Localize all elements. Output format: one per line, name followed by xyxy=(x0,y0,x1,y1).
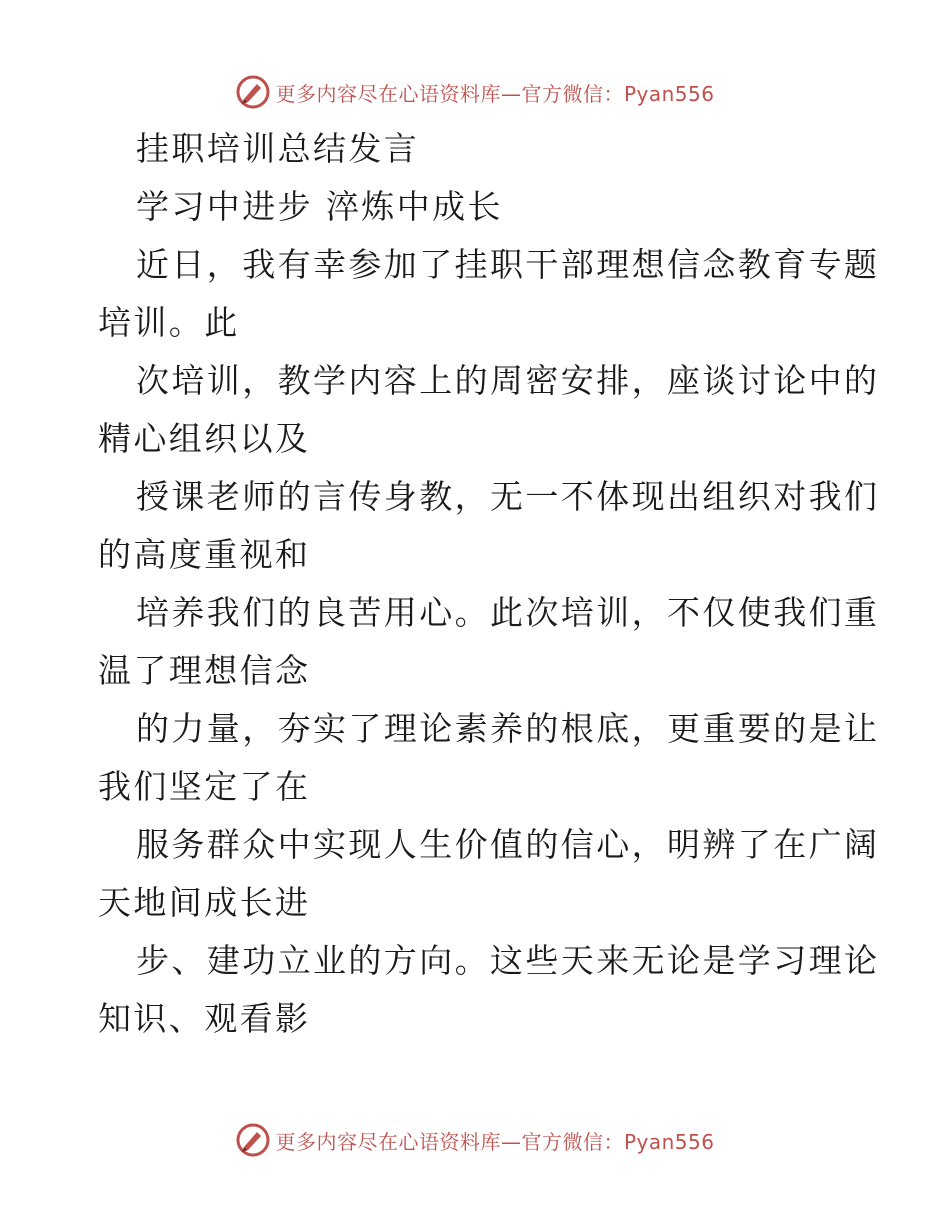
footer-banner xyxy=(0,1118,950,1162)
document-line: 培训。此 xyxy=(98,303,240,342)
document-line: 培养我们的良苦用心。此次培训，不仅使我们重 xyxy=(136,593,880,632)
document-line: 知识、观看影 xyxy=(98,999,311,1038)
document-line: 天地间成长进 xyxy=(98,883,311,922)
document-line: 挂职培训总结发言 xyxy=(136,129,420,168)
document-line: 学习中进步 淬炼中成长 xyxy=(136,187,503,226)
document-line: 服务群众中实现人生价值的信心，明辨了在广阔 xyxy=(136,825,880,864)
header-banner-text: 更多内容尽在心语资料库—官方微信：Pyan556 xyxy=(275,81,715,106)
document-line: 次培训，教学内容上的周密安排，座谈讨论中的 xyxy=(136,361,880,400)
document-line: 的高度重视和 xyxy=(98,535,311,574)
document-line: 近日，我有幸参加了挂职干部理想信念教育专题 xyxy=(136,245,880,284)
document-line: 步、建功立业的方向。这些天来无论是学习理论 xyxy=(136,941,880,980)
header-banner xyxy=(0,70,950,114)
document-body xyxy=(98,120,880,1048)
footer-banner-text: 更多内容尽在心语资料库—官方微信：Pyan556 xyxy=(275,1129,715,1154)
document-line: 授课老师的言传身教，无一不体现出组织对我们 xyxy=(136,477,880,516)
document-line: 温了理想信念 xyxy=(98,651,311,690)
pen-logo-icon xyxy=(235,74,271,110)
document-line: 我们坚定了在 xyxy=(98,767,311,806)
document-line: 的力量，夯实了理论素养的根底，更重要的是让 xyxy=(136,709,880,748)
document-line: 精心组织以及 xyxy=(98,419,311,458)
pen-logo-icon xyxy=(235,1122,271,1158)
